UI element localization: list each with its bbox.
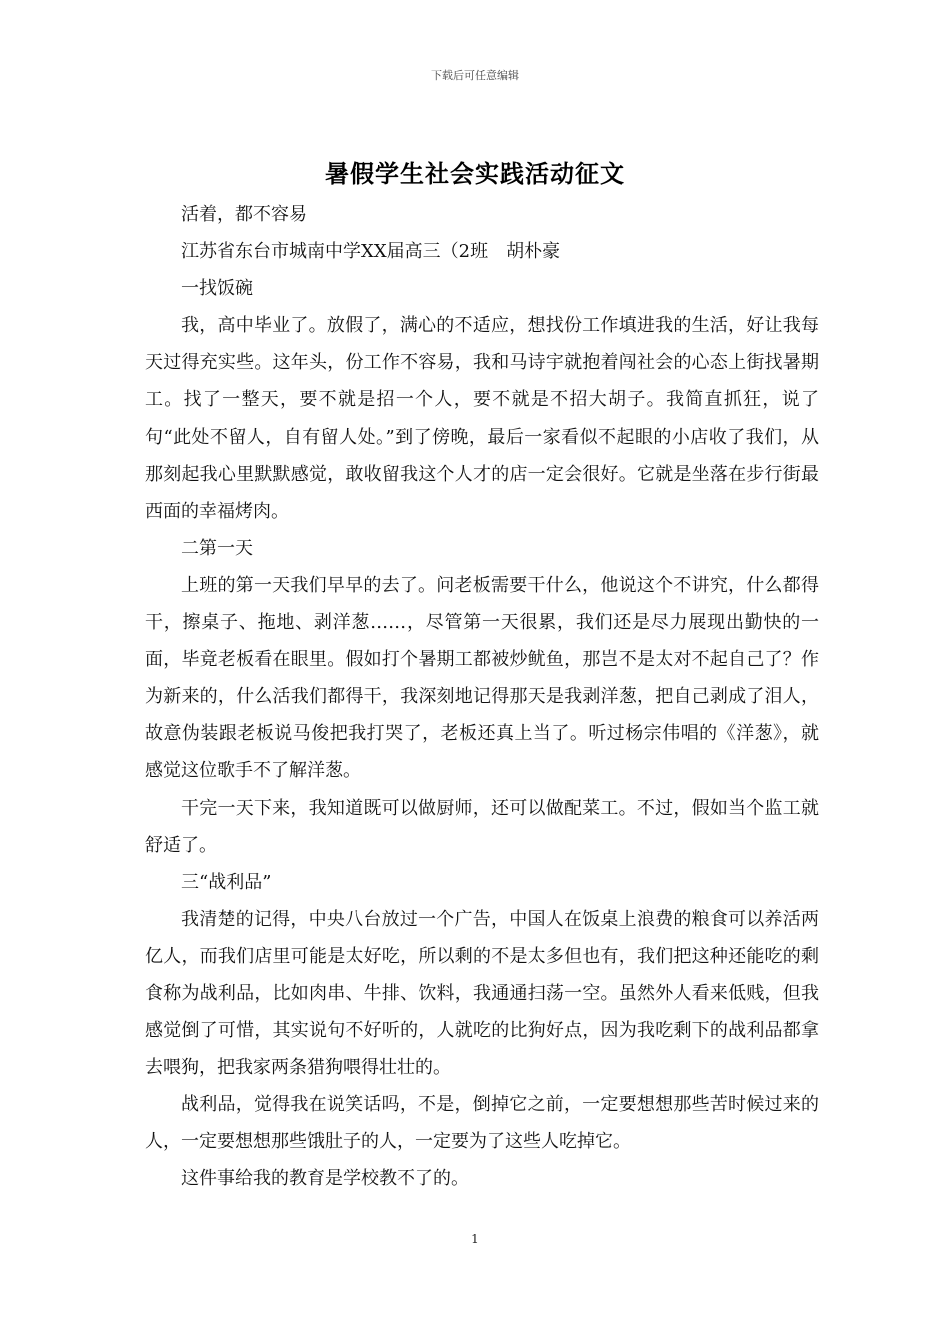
- paragraph: 战利品，觉得我在说笑话吗，不是，倒掉它之前，一定要想想那些苦时候过来的人，一定要想想那些饿肚子的人，一定要为了这些人吃掉它。: [145, 1094, 819, 1153]
- paragraph: 我清楚的记得，中央八台放过一个广告，中国人在饭桌上浪费的粮食可以养活两亿人，而我们店里可能是太好吃，所以剩的不是太多但也有，我们把这种还能吃的剩食称为战利品，比如肉串、牛排、饮料，我通通扫荡一空。虽然外人看来低贱，但我感觉倒了可惜，其实说句不好听的，人就吃的比狗好点，因为我吃剩下的战利品都拿去喂狗，把我家两条猎狗喂得壮壮的。: [145, 908, 819, 1079]
- paragraph: 这件事给我的教育是学校教不了的。: [181, 1168, 469, 1190]
- paragraph: 上班的第一天我们早早的去了。问老板需要干什么，他说这个不讲究，什么都得干，擦桌子、拖地、剥洋葱……，尽管第一天很累，我们还是尽力展现出勤快的一面，毕竟老板看在眼里。假如打个暑期工都被炒鱿鱼，那岂不是太对不起自己了？作为新来的，什么活我们都得干，我深刻地记得那天是我剥洋葱，把自己剥成了泪人，故意伪装跟老板说马俊把我打哭了，老板还真上当了。听过杨宗伟唱的《洋葱》，就感觉这位歌手不了解洋葱。: [145, 574, 819, 782]
- author-line: 江苏省东台市城南中学XX届高三（2班 胡朴豪: [181, 241, 561, 263]
- section-heading-3: 三“战利品”: [181, 871, 272, 893]
- header-note: 下载后可任意编辑: [431, 69, 519, 82]
- section-heading-2: 二第一天: [181, 537, 253, 559]
- document-title: 暑假学生社会实践活动征文: [325, 159, 625, 188]
- paragraph: 我，高中毕业了。放假了，满心的不适应，想找份工作填进我的生活，好让我每天过得充实些。这年头，份工作不容易，我和马诗宇就抱着闯社会的心态上街找暑期工。找了一整天，要不就是招一个人，要不就是不招大胡子。我简直抓狂，说了句“此处不留人，自有留人处。”到了傍晚，最后一家看似不起眼的小店收了我们，从那刻起我心里默默感觉，敢收留我这个人才的店一定会很好。它就是坐落在步行街最西面的幸福烤肉。: [145, 315, 819, 522]
- page-number: 1: [471, 1232, 479, 1246]
- essay-subtitle: 活着，都不容易: [181, 204, 307, 225]
- paragraph: 干完一天下来，我知道既可以做厨师，还可以做配菜工。不过，假如当个监工就舒适了。: [145, 797, 819, 856]
- section-heading-1: 一找饭碗: [181, 278, 253, 300]
- document-body: [145, 196, 819, 1198]
